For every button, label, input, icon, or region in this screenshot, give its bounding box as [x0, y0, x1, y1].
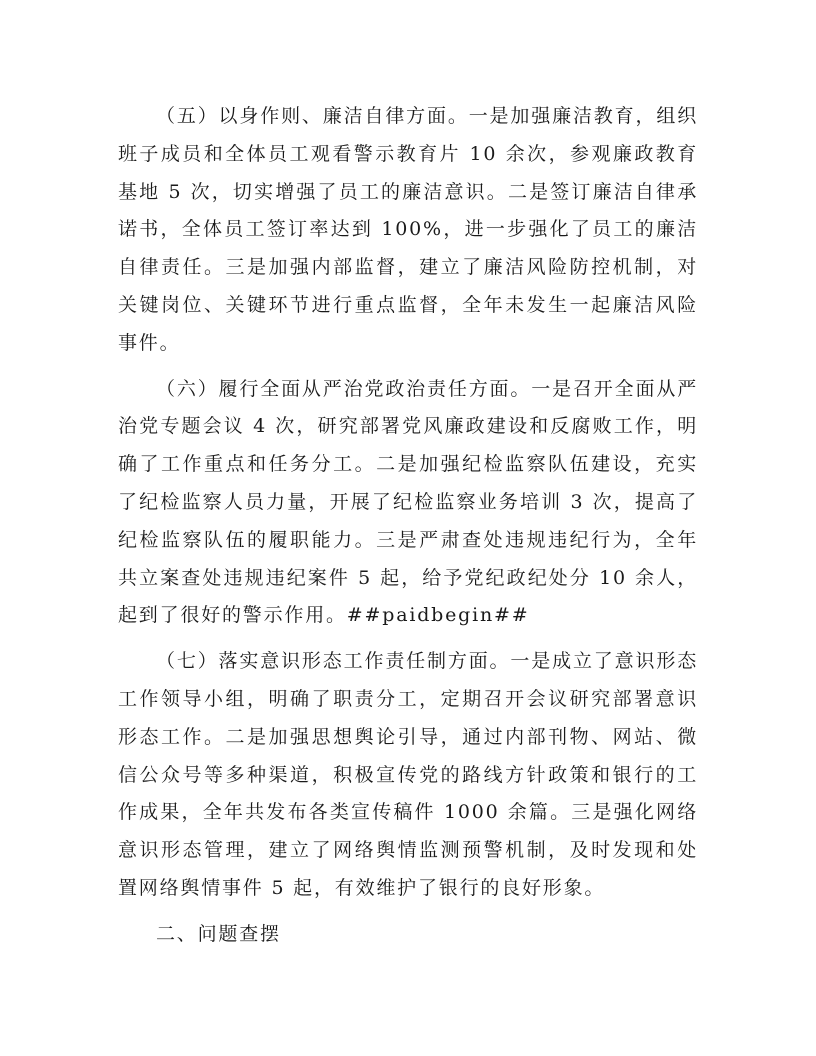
paragraph-party-governance-responsibility: （六）履行全面从严治党政治责任方面。一是召开全面从严治党专题会议 4 次，研究部署党风廉政建设和反腐败工作，明确了工作重点和任务分工。二是加强纪检监察队伍建设，充实了纪检监察人员力量，开展了纪检监察业务培训 3 次，提高了纪检监察队伍的履职能力。三是严肃查处违规违纪行为，全年共立案查处违规违纪案件 5 起，给予党纪政纪处分 10 余人，起到了很好的警示作用。##paidbegin##: [118, 377, 698, 627]
paragraph-integrity-self-discipline: （五）以身作则、廉洁自律方面。一是加强廉洁教育，组织班子成员和全体员工观看警示教育片 10 余次，参观廉政教育基地 5 次，切实增强了员工的廉洁意识。二是签订廉洁自律承诺书，全体员工签订率达到 100%，进一步强化了员工的廉洁自律责任。三是加强内部监督，建立了廉洁风险防控机制，对关键岗位、关键环节进行重点监督，全年未发生一起廉洁风险事件。: [118, 105, 698, 354]
section-heading-problem-review: 二、问题查摆: [156, 922, 281, 945]
paragraph-ideology-work-responsibility: （七）落实意识形态工作责任制方面。一是成立了意识形态工作领导小组，明确了职责分工，定期召开会议研究部署意识形态工作。二是加强思想舆论引导，通过内部刊物、网站、微信公众号等多种渠道，积极宣传党的路线方针政策和银行的工作成果，全年共发布各类宣传稿件 1000 余篇。三是强化网络意识形态管理，建立了网络舆情监测预警机制，及时发现和处置网络舆情事件 5 起，有效维护了银行的良好形象。: [118, 650, 698, 899]
document-page: [118, 98, 698, 954]
